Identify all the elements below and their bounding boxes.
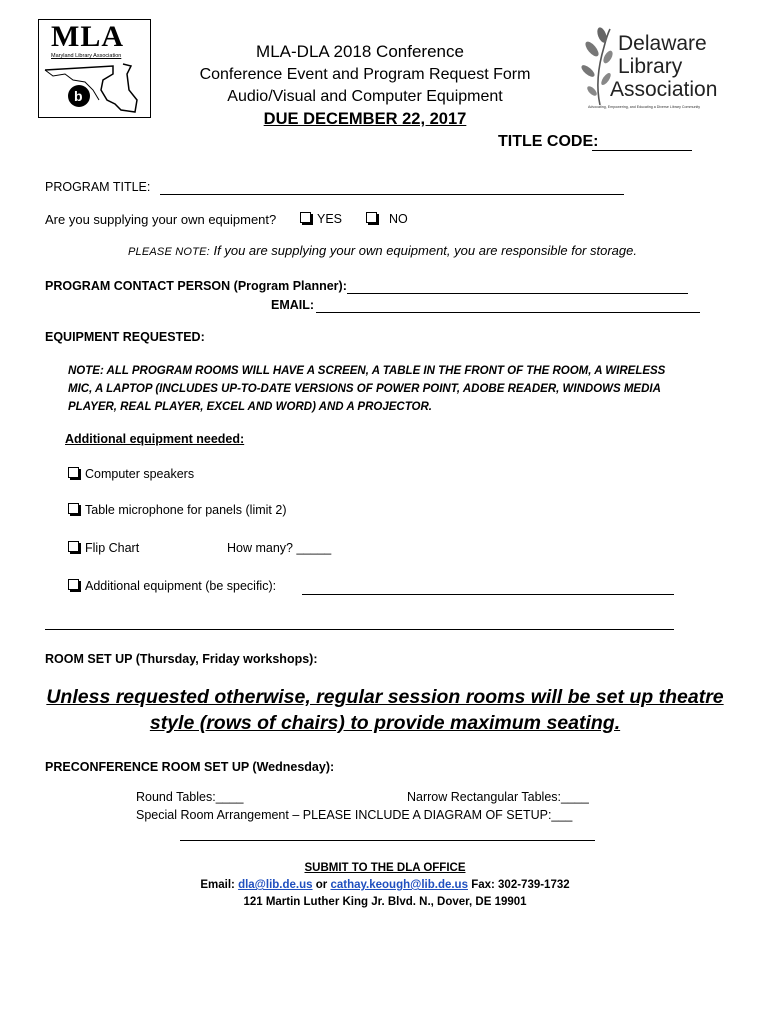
form-subtitle-2: Audio/Visual and Computer Equipment	[227, 88, 503, 105]
leaf-branch-icon	[578, 27, 614, 107]
dla-logo	[578, 27, 728, 117]
due-date: DUE DECEMBER 22, 2017	[263, 110, 467, 128]
additional-checkbox[interactable]	[68, 579, 79, 590]
form-subtitle: Conference Event and Program Request Form	[199, 66, 531, 83]
yes-option[interactable]	[300, 212, 342, 226]
footer-address: 121 Martin Luther King Jr. Blvd. N., Dover, DE 19901	[243, 896, 527, 908]
maryland-map-icon	[43, 60, 143, 115]
email-field[interactable]	[316, 312, 700, 313]
flipchart-how-many[interactable]: How many? _____	[227, 541, 332, 555]
no-checkbox[interactable]	[366, 212, 377, 223]
mla-logo	[38, 19, 151, 118]
svg-text:b: b	[74, 88, 83, 104]
dla-logo-line3: Association	[610, 78, 718, 101]
speakers-checkbox[interactable]	[68, 467, 79, 478]
dla-logo-line1: Delaware	[618, 32, 707, 55]
footer-email-label: Email:	[200, 879, 235, 891]
yes-label: YES	[317, 212, 343, 226]
keough-email-link[interactable]: cathay.keough@lib.de.us	[330, 879, 468, 891]
submit-heading: SUBMIT TO THE DLA OFFICE	[304, 862, 466, 874]
storage-note	[128, 243, 637, 258]
preconference-heading: PRECONFERENCE ROOM SET UP (Wednesday):	[45, 760, 335, 774]
mla-logo-text: MLA	[51, 20, 124, 53]
dla-logo-line2: Library	[618, 55, 683, 78]
theatre-style-notice-line1: Unless requested otherwise, regular session rooms will be set up theatre	[46, 686, 724, 708]
additional-equipment-field-2[interactable]	[45, 629, 674, 630]
dla-email-link[interactable]: dla@lib.de.us	[238, 879, 313, 891]
equipment-note-line3: PLAYER, REAL PLAYER, EXCEL AND WORD) AND A PROJECTOR.	[68, 401, 432, 413]
conference-title: MLA-DLA 2018 Conference	[256, 42, 464, 61]
round-tables-field[interactable]: Round Tables:____	[136, 790, 244, 804]
theatre-style-notice-line2: style (rows of chairs) to provide maximum seating.	[149, 712, 621, 734]
yes-checkbox[interactable]	[300, 212, 311, 223]
no-option[interactable]	[366, 212, 408, 226]
own-equipment-question: Are you supplying your own equipment?	[45, 212, 277, 227]
equipment-heading: EQUIPMENT REQUESTED:	[45, 330, 205, 344]
footer-fax: Fax: 302-739-1732	[471, 879, 570, 891]
microphone-checkbox[interactable]	[68, 503, 79, 514]
program-title-label: PROGRAM TITLE:	[45, 180, 151, 194]
additional-label: Additional equipment (be specific):	[85, 579, 277, 593]
speakers-label: Computer speakers	[85, 467, 195, 481]
storage-note-text: If you are supplying your own equipment, you are responsible for storage.	[213, 243, 637, 258]
special-arrangement-field[interactable]: Special Room Arrangement – PLEASE INCLUDE A DIAGRAM OF SETUP:___	[136, 808, 573, 822]
microphone-option[interactable]	[68, 503, 286, 517]
footer-or: or	[315, 879, 328, 891]
dla-logo-tagline: Advocating, Empowering, and Educating a Diverse Library Community	[588, 105, 701, 109]
contact-person-field[interactable]	[347, 293, 688, 294]
title-code-field[interactable]	[592, 150, 692, 151]
additional-equipment-field[interactable]	[302, 594, 674, 595]
email-label: EMAIL:	[271, 298, 315, 312]
contact-person-label: PROGRAM CONTACT PERSON (Program Planner):	[45, 279, 347, 293]
microphone-label: Table microphone for panels (limit 2)	[85, 503, 287, 517]
narrow-tables-field[interactable]: Narrow Rectangular Tables:____	[407, 790, 589, 804]
contact-line	[0, 879, 770, 891]
program-title-field[interactable]	[160, 194, 624, 195]
title-code-label: TITLE CODE:	[498, 133, 599, 150]
flipchart-label: Flip Chart	[85, 541, 140, 555]
flipchart-checkbox[interactable]	[68, 541, 79, 552]
speakers-option[interactable]	[68, 467, 194, 481]
room-setup-heading: ROOM SET UP (Thursday, Friday workshops):	[45, 652, 318, 666]
additional-option[interactable]	[68, 579, 276, 593]
flipchart-option[interactable]	[68, 541, 139, 555]
additional-equipment-heading: Additional equipment needed:	[65, 432, 245, 446]
equipment-note-line2: MIC, A LAPTOP (INCLUDES UP-TO-DATE VERSIONS OF POWER POINT, ADOBE READER, WINDOWS MEDIA	[68, 383, 661, 395]
special-arrangement-line[interactable]	[180, 840, 595, 841]
equipment-note-line1: NOTE: ALL PROGRAM ROOMS WILL HAVE A SCREEN, A TABLE IN THE FRONT OF THE ROOM, A WIRELESS	[68, 365, 666, 377]
mla-logo-subtext: Maryland Library Association	[51, 53, 122, 59]
storage-note-prefix: PLEASE NOTE:	[128, 246, 210, 258]
no-label: NO	[389, 212, 408, 226]
